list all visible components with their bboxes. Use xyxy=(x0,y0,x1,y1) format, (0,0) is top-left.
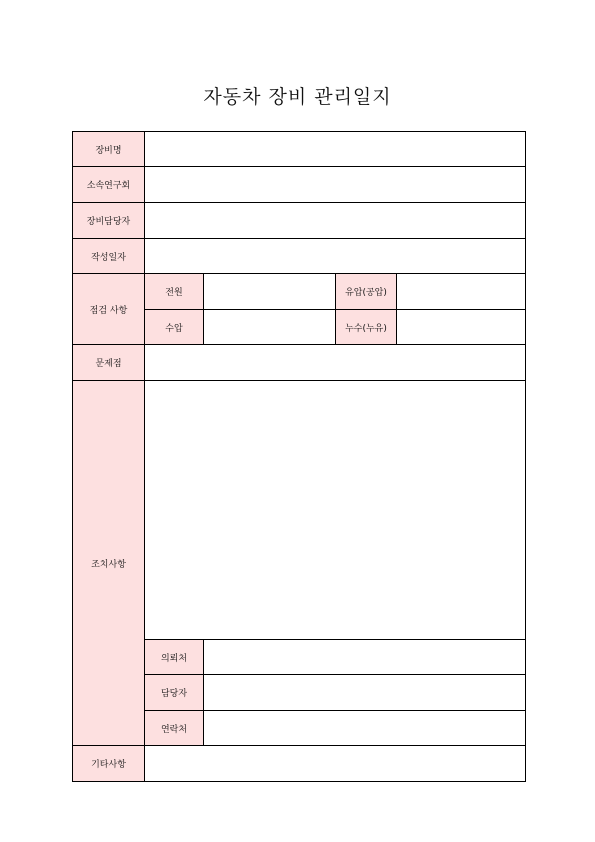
row-equipment-manager xyxy=(73,203,526,239)
action-label: 조치사항 xyxy=(73,381,145,746)
row-affiliated-lab xyxy=(73,167,526,203)
row-equipment-name xyxy=(73,132,526,167)
equipment-log-form xyxy=(72,131,526,782)
equipment-name-field[interactable] xyxy=(145,132,526,167)
person-in-charge-field[interactable] xyxy=(204,675,526,711)
requested-to-field[interactable] xyxy=(204,640,526,675)
problem-field[interactable] xyxy=(145,345,526,381)
problem-label: 문제점 xyxy=(73,345,145,381)
equipment-name-label: 장비명 xyxy=(73,132,145,167)
battery-label: 전원 xyxy=(145,274,204,310)
oil-pressure-label: 유압(공압) xyxy=(336,274,397,310)
row-problem xyxy=(73,345,526,381)
date-written-label: 작성일자 xyxy=(73,239,145,274)
contact-label: 연락처 xyxy=(145,711,204,746)
document-title: 자동차 장비 관리일지 xyxy=(203,86,392,108)
action-field[interactable] xyxy=(145,381,526,640)
equipment-manager-label: 장비담당자 xyxy=(73,203,145,239)
row-inspection-1 xyxy=(73,274,526,310)
inspection-label: 점검 사항 xyxy=(73,274,145,345)
oil-pressure-field[interactable] xyxy=(397,274,526,310)
leakage-field[interactable] xyxy=(397,310,526,345)
battery-field[interactable] xyxy=(204,274,336,310)
requested-to-label: 의뢰처 xyxy=(145,640,204,675)
water-pressure-field[interactable] xyxy=(204,310,336,345)
row-other xyxy=(73,746,526,782)
affiliated-lab-field[interactable] xyxy=(145,167,526,203)
contact-field[interactable] xyxy=(204,711,526,746)
water-pressure-label: 수압 xyxy=(145,310,204,345)
date-written-field[interactable] xyxy=(145,239,526,274)
equipment-manager-field[interactable] xyxy=(145,203,526,239)
row-date-written xyxy=(73,239,526,274)
affiliated-lab-label: 소속연구회 xyxy=(73,167,145,203)
other-field[interactable] xyxy=(145,746,526,782)
person-in-charge-label: 담당자 xyxy=(145,675,204,711)
other-label: 기타사항 xyxy=(73,746,145,782)
row-action xyxy=(73,381,526,640)
leakage-label: 누수(누유) xyxy=(336,310,397,345)
